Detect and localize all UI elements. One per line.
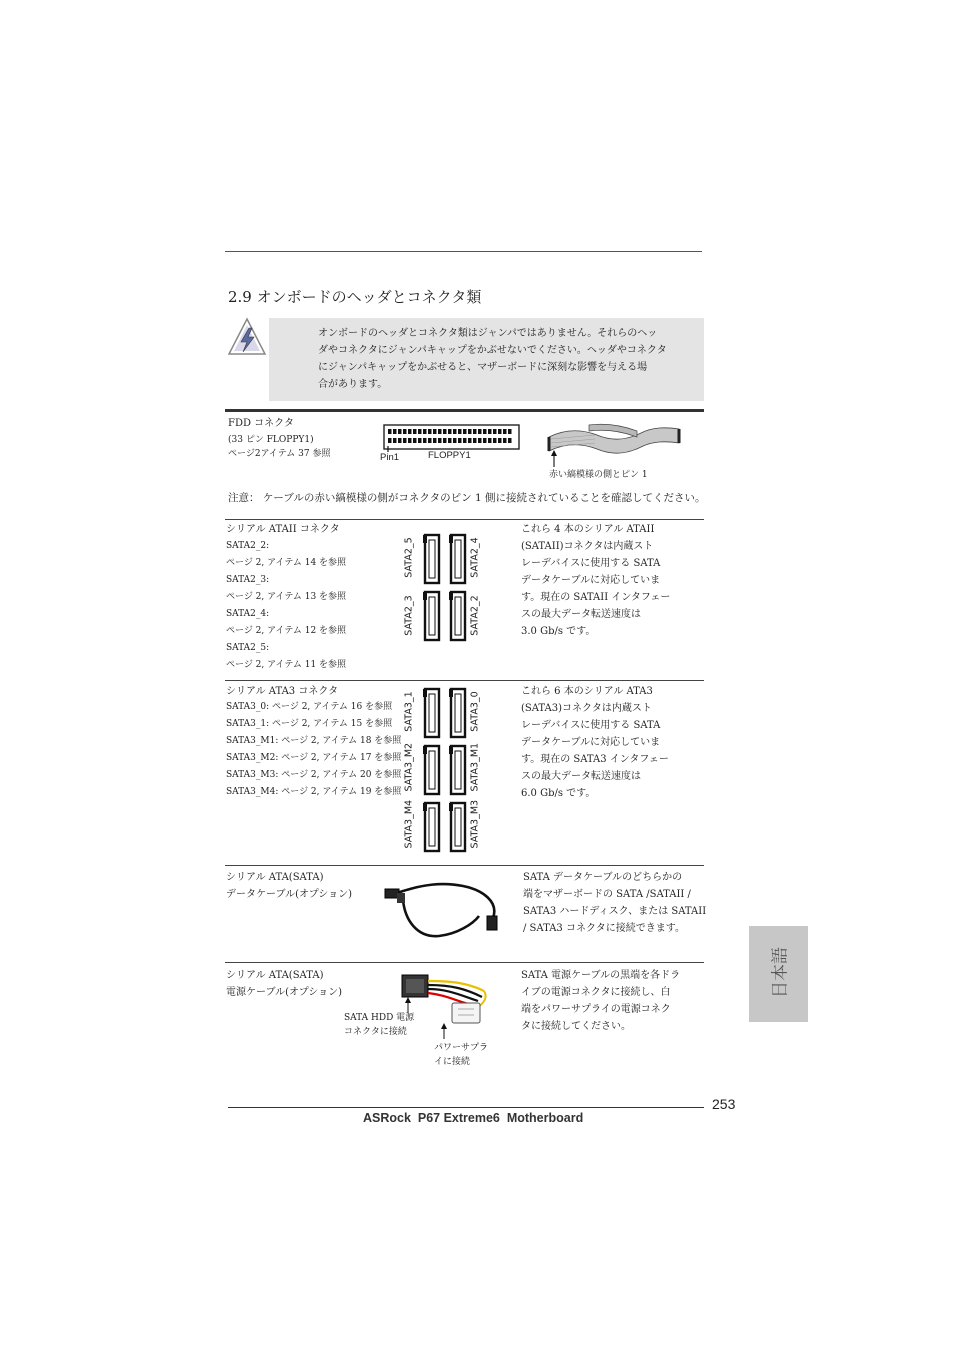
floppy-pin1-label: Pin1 [380, 452, 400, 463]
sata3-desc-line: これら 6 本のシリアル ATA3 [521, 686, 653, 697]
power-cable-description [521, 967, 680, 1035]
section-title: 2.9 オンボードのヘッダとコネクタ類 [228, 288, 482, 306]
power-cable-title2: 電源ケーブル(オプション) [226, 987, 343, 998]
floppy-header [383, 424, 521, 452]
language-side-tab-text: 日本語 [770, 947, 791, 998]
fdd-sub2: ページ2アイテム 37 参照 [228, 449, 331, 459]
sata3-m1-label: SATA3_M1 [469, 742, 481, 792]
sata3-m2-label: SATA3_M2 [403, 742, 415, 792]
sata3-m3-label: SATA3_M3 [469, 799, 481, 849]
ribbon-cable-illustration [545, 423, 683, 471]
sata3-desc-line: スの最大データ転送速度は [521, 771, 641, 782]
power-cable-title1: シリアル ATA(SATA) [226, 970, 324, 981]
power-cable-desc-line: SATA 電源ケーブルの黒端を各ドラ [521, 970, 681, 981]
hdd-power-label1: SATA HDD 電源 [344, 1013, 415, 1023]
sata3-items [226, 699, 401, 801]
sata3-item: SATA3_M4: ページ 2, アイテム 19 を参照 [226, 787, 402, 797]
warning-icon [226, 316, 268, 358]
caution-line: オンボードのヘッダとコネクタ類はジャンパではありません。それらのヘッ [318, 328, 658, 339]
sata3-m4-label: SATA3_M4 [403, 799, 415, 849]
sata2-desc-line: スの最大データ転送速度は [521, 609, 641, 620]
sata2-rule [225, 519, 704, 520]
sata2-item: ページ 2, アイテム 11 を参照 [226, 660, 347, 670]
sata-cable-desc-line: / SATA3 コネクタに接続できます。 [523, 923, 685, 934]
sata2-item: ページ 2, アイテム 13 を参照 [226, 592, 347, 602]
sata-cable-rule [225, 865, 704, 866]
sata3-title: シリアル ATA3 コネクタ [226, 686, 339, 697]
sata2-description [521, 521, 670, 640]
sata3-description [521, 683, 669, 802]
power-cable-desc-line: 端をパワーサプライの電源コネク [521, 1004, 671, 1015]
psu-label1: パワーサプラ [434, 1043, 489, 1053]
psu-label2: イに接続 [434, 1057, 471, 1067]
sata-cable-title2: データケーブル(オプション) [226, 889, 353, 900]
fdd-warning: 注意： ケーブルの赤い縞模様の側がコネクタのピン 1 側に接続されていることを確認してください。 [228, 492, 706, 504]
footer-product: ASRock P67 Extreme6 Motherboard [363, 1111, 584, 1125]
sata-cable-desc-line: SATA3 ハードディスク、または SATAII [523, 906, 707, 917]
sata2-title: シリアル ATAII コネクタ [226, 524, 340, 535]
sata3-0-label: SATA3_0 [469, 691, 481, 732]
sata3-desc-line: 6.0 Gb/s です。 [521, 788, 596, 799]
ribbon-cable-note: 赤い縞模様の側とピン 1 [549, 470, 648, 480]
sata3-desc-line: レーデバイスに使用する SATA [521, 720, 661, 731]
sata3-1-label: SATA3_1 [403, 691, 415, 732]
sata3-item: SATA3_0: ページ 2, アイテム 16 を参照 [226, 702, 393, 712]
sata2-item: SATA2_3: [226, 575, 270, 585]
sata2-desc-line: (SATAII)コネクタは内蔵スト [521, 541, 654, 552]
sata2-3-label: SATA2_3 [403, 595, 415, 636]
sata2-desc-line: レーデバイスに使用する SATA [521, 558, 661, 569]
power-cable-rule [225, 962, 704, 963]
sata2-desc-line: す。現在の SATAII インタフェー [521, 592, 671, 603]
sata-cable-desc-line: SATA データケーブルのどちらかの [523, 872, 683, 883]
caution-line: 合があります。 [318, 379, 388, 390]
sata2-items [226, 538, 346, 674]
caution-line: ダやコネクタにジャンパキャップをかぶせないでください。ヘッダやコネクタ [318, 345, 667, 356]
sata2-desc-line: データケーブルに対応していま [521, 575, 661, 586]
sata3-desc-line: す。現在の SATA3 インタフェー [521, 754, 669, 765]
fdd-title: FDD コネクタ [228, 418, 294, 429]
sata3-item: SATA3_M1: ページ 2, アイテム 18 を参照 [226, 736, 402, 746]
footer-rule [228, 1107, 704, 1108]
sata2-item: ページ 2, アイテム 12 を参照 [226, 626, 347, 636]
sata3-desc-line: (SATA3)コネクタは内蔵スト [521, 703, 652, 714]
sata3-desc-line: データケーブルに対応していま [521, 737, 661, 748]
page-number: 253 [712, 1096, 736, 1112]
sata3-rule [225, 680, 704, 681]
power-cable-desc-line: イブの電源コネクタに接続し、白 [521, 987, 671, 998]
sata2-2-label: SATA2_2 [469, 595, 481, 636]
fdd-top-rule [225, 409, 704, 412]
caution-text [318, 325, 667, 393]
sata2-item: SATA2_5: [226, 643, 270, 653]
sata-cable-desc-line: 端をマザーボードの SATA /SATAII / [523, 889, 691, 900]
sata2-4-label: SATA2_4 [469, 537, 481, 578]
sata2-desc-line: 3.0 Gb/s です。 [521, 626, 596, 637]
sata2-5-label: SATA2_5 [403, 537, 415, 578]
sata-cable-title1: シリアル ATA(SATA) [226, 872, 324, 883]
sata-power-cable-illustration [398, 973, 492, 1039]
sata3-item: SATA3_M3: ページ 2, アイテム 20 を参照 [226, 770, 402, 780]
caution-line: にジャンパキャップをかぶせると、マザーボードに深刻な影響を与える場 [318, 362, 648, 373]
power-cable-desc-line: タに接続してください。 [521, 1021, 631, 1032]
top-rule [225, 251, 702, 252]
sata-cable-description [523, 869, 706, 937]
sata3-item: SATA3_M2: ページ 2, アイテム 17 を参照 [226, 753, 402, 763]
sata-data-cable-illustration [383, 880, 503, 942]
sata2-item: ページ 2, アイテム 14 を参照 [226, 558, 347, 568]
sata2-item: SATA2_4: [226, 609, 270, 619]
sata3-item: SATA3_1: ページ 2, アイテム 15 を参照 [226, 719, 393, 729]
floppy-header-label: FLOPPY1 [428, 450, 471, 461]
fdd-sub1: (33 ピン FLOPPY1) [228, 435, 314, 445]
sata2-item: SATA2_2: [226, 541, 270, 551]
sata2-desc-line: これら 4 本のシリアル ATAII [521, 524, 655, 535]
hdd-power-label2: コネクタに接続 [344, 1027, 407, 1037]
